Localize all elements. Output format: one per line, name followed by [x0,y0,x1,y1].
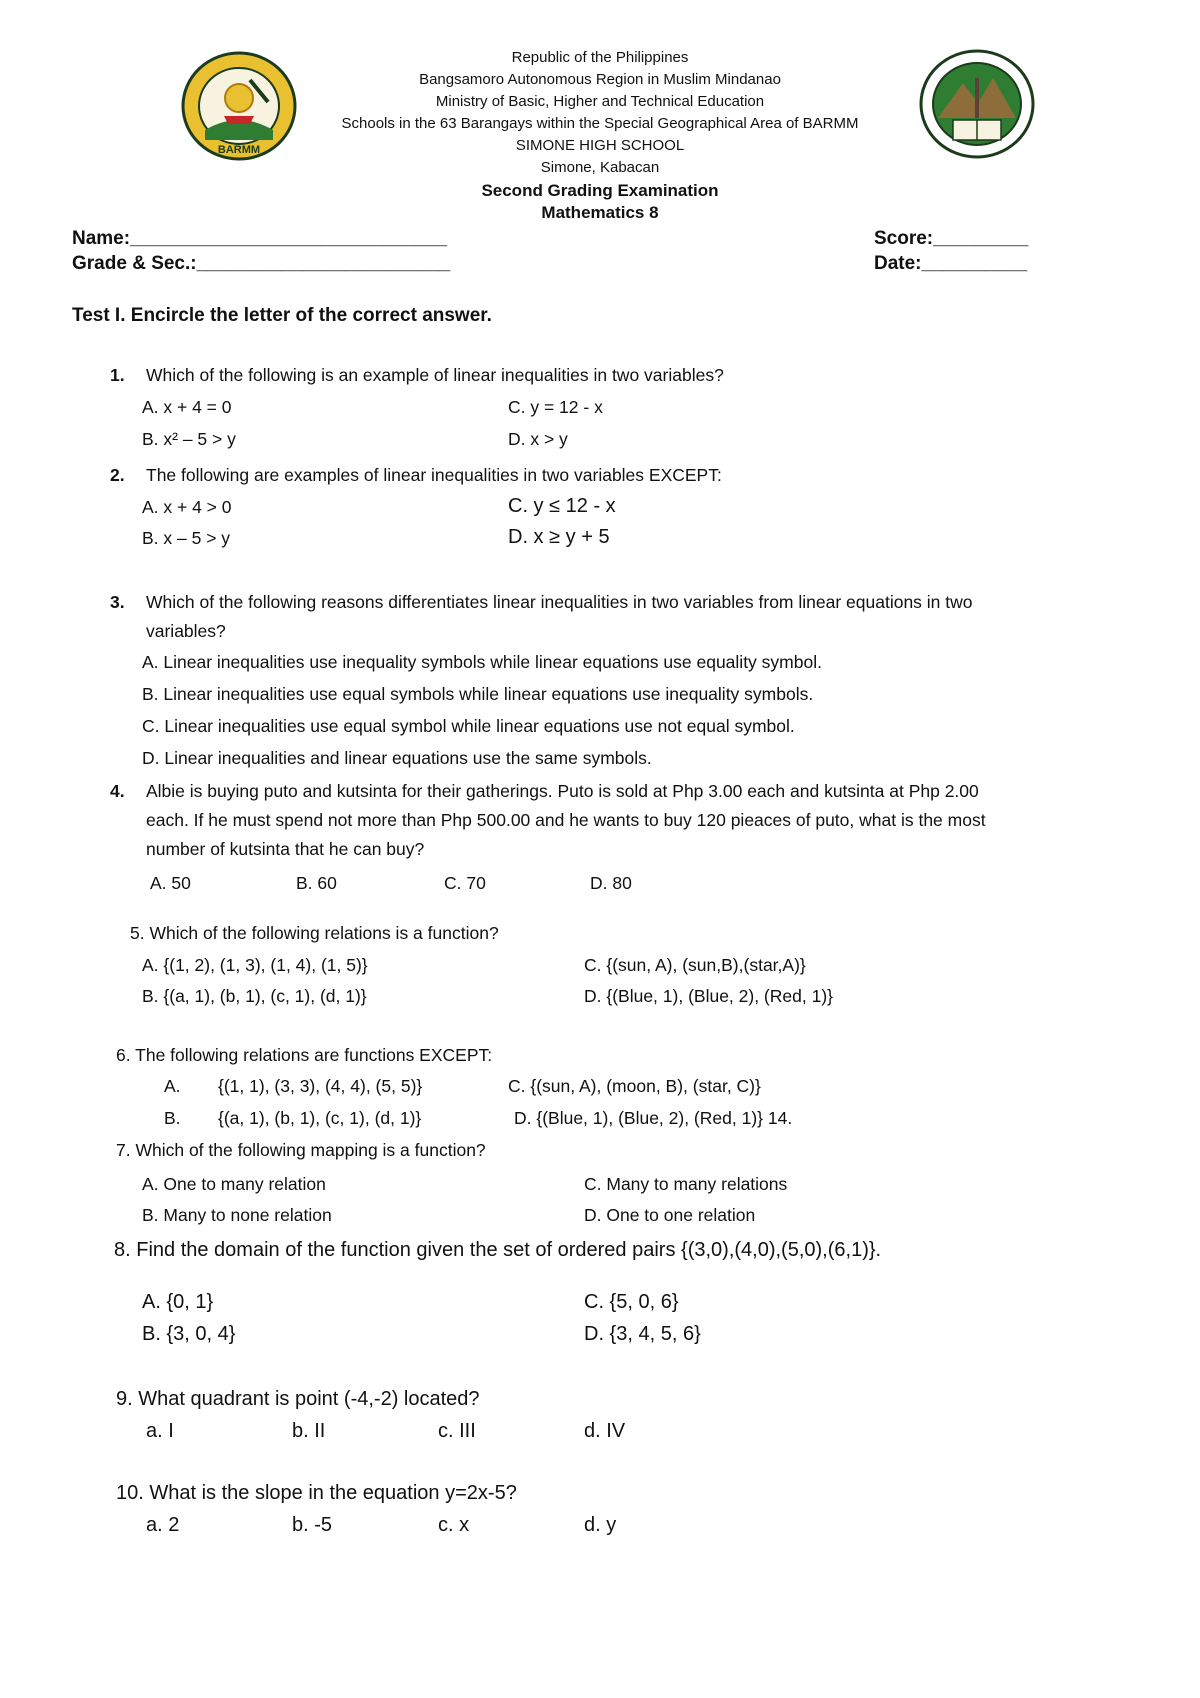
choice-c[interactable]: C. {5, 0, 6} [584,1291,679,1313]
choice-d[interactable]: D. {(Blue, 1), (Blue, 2), (Red, 1)} [584,986,833,1006]
question-text-cont: number of kutsinta that he can buy? [146,839,425,859]
choice-a-label[interactable]: A. [164,1076,181,1096]
choice-d[interactable]: D. x ≥ y + 5 [508,526,610,548]
subject-title: Mathematics 8 [541,203,659,222]
choice-b[interactable]: B. x² – 5 > y [142,429,236,449]
choice-a[interactable]: A. x + 4 = 0 [142,397,232,417]
question-number: 2. [110,465,125,485]
choice-b[interactable]: b. II [292,1420,326,1442]
question-text: Albie is buying puto and kutsinta for their gatherings. Puto is sold at Php 3.00 each and kutsinta at Php 2.00 [146,781,979,801]
choice-b[interactable]: B. {(a, 1), (b, 1), (c, 1), (d, 1)} [142,986,367,1006]
question-text-cont: variables? [146,621,226,641]
header-republic: Republic of the Philippines [511,49,689,66]
choice-d[interactable]: D. One to one relation [584,1205,756,1225]
question-text: 7. Which of the following mapping is a function? [116,1140,486,1160]
question-number: 4. [110,781,125,801]
choice-a[interactable]: A. {(1, 2), (1, 3), (1, 4), (1, 5)} [142,955,368,975]
svg-text:BARMM: BARMM [217,144,261,156]
choice-a[interactable]: {(1, 1), (3, 3), (4, 4), (5, 5)} [218,1076,423,1096]
choice-a[interactable]: a. I [146,1420,174,1442]
choice-d[interactable]: D. x > y [508,429,568,449]
choice-b[interactable]: B. Linear inequalities use equal symbols while linear equations use inequality symbols. [142,684,814,704]
choice-c[interactable]: C. Many to many relations [584,1174,788,1194]
question-text: The following are examples of linear inequalities in two variables EXCEPT: [146,465,722,485]
choice-b[interactable]: B. {3, 0, 4} [142,1323,236,1345]
choice-d[interactable]: D. 80 [590,873,632,893]
choice-c[interactable]: C. {(sun, A), (sun,B),(star,A)} [584,955,806,975]
choice-a[interactable]: A. 50 [150,873,191,893]
test-instructions: Test I. Encircle the letter of the correct answer. [72,305,492,326]
header-region: Bangsamoro Autonomous Region in Muslim Mindanao [419,71,781,88]
choice-d[interactable]: D. {3, 4, 5, 6} [584,1323,701,1345]
grade-section-field[interactable]: Grade & Sec.:________________________ [72,253,451,274]
choice-b[interactable]: B. 60 [296,873,337,893]
question-number: 3. [110,592,125,612]
question-text: 10. What is the slope in the equation y=2x-5? [116,1482,517,1504]
choice-d[interactable]: d. IV [584,1420,626,1442]
date-field[interactable]: Date:__________ [874,253,1028,274]
choice-b[interactable]: B. x – 5 > y [142,528,231,548]
name-field[interactable]: Name:______________________________ [72,228,448,249]
choice-c[interactable]: c. x [438,1514,470,1536]
choice-d[interactable]: D. Linear inequalities and linear equations use the same symbols. [142,748,652,768]
choice-c[interactable]: c. III [438,1420,476,1442]
choice-d[interactable]: D. {(Blue, 1), (Blue, 2), (Red, 1)} 14. [514,1108,793,1128]
exam-title: Second Grading Examination [481,181,719,200]
question-text: 6. The following relations are functions EXCEPT: [116,1045,493,1065]
header-school-name: SIMONE HIGH SCHOOL [515,137,685,154]
choice-c[interactable]: C. Linear inequalities use equal symbol while linear equations use not equal symbol. [142,716,795,736]
choice-b[interactable]: {(a, 1), (b, 1), (c, 1), (d, 1)} [218,1108,422,1128]
question-text: Which of the following is an example of linear inequalities in two variables? [146,365,724,385]
choice-a[interactable]: A. x + 4 > 0 [142,497,232,517]
header-ministry: Ministry of Basic, Higher and Technical Education [435,93,765,110]
choice-b[interactable]: B. Many to none relation [142,1205,332,1225]
question-text-cont: each. If he must spend not more than Php 500.00 and he wants to buy 120 pieaces of puto, what is the most [146,810,986,830]
choice-a[interactable]: a. 2 [146,1514,180,1536]
score-field[interactable]: Score:_________ [874,228,1029,249]
choice-b-label[interactable]: B. [164,1108,181,1128]
choice-c[interactable]: C. y = 12 - x [508,397,603,417]
choice-b[interactable]: b. -5 [292,1514,333,1536]
header-location: Simone, Kabacan [540,159,660,176]
choice-d[interactable]: d. y [584,1514,617,1536]
choice-a[interactable]: A. {0, 1} [142,1291,214,1313]
question-text: 5. Which of the following relations is a function? [130,923,499,943]
choice-c[interactable]: C. y ≤ 12 - x [508,495,616,517]
choice-c[interactable]: C. {(sun, A), (moon, B), (star, C)} [508,1076,761,1096]
choice-a[interactable]: A. One to many relation [142,1174,326,1194]
question-text: 9. What quadrant is point (-4,-2) located? [116,1388,480,1410]
question-text: 8. Find the domain of the function given the set of ordered pairs {(3,0),(4,0),(5,0),(6,1)}. [114,1239,882,1261]
choice-c[interactable]: C. 70 [444,873,486,893]
choice-a[interactable]: A. Linear inequalities use inequality symbols while linear equations use equality symbol. [142,652,822,672]
header-schools: Schools in the 63 Barangays within the Special Geographical Area of BARMM [341,115,859,132]
question-text: Which of the following reasons differentiates linear inequalities in two variables from linear equations in two [146,592,973,612]
question-number: 1. [110,365,125,385]
